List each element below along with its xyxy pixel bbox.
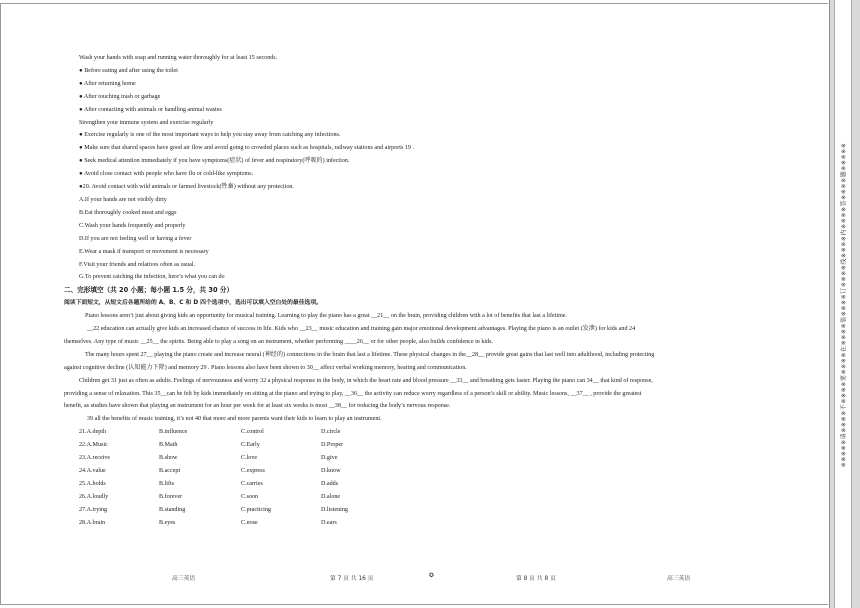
option-a: 23.A.receive: [79, 455, 111, 462]
option-b: B.influence: [159, 429, 188, 436]
answer-option: G.To prevent catching the infection, here’s what you can do: [79, 274, 225, 281]
option-c: C.soon: [241, 493, 259, 500]
option-a: 25.A.holds: [79, 480, 106, 487]
option-b: B.Math: [159, 442, 178, 449]
option-a: 21.A.depth: [79, 429, 107, 436]
binding-notice: ※※※※※请※※※※不※※※※要※※※※在※※※※装※※※※订※※※※线※※※※内※※※※答※※※※题※※※※※: [840, 142, 848, 468]
cloze-line: themselves. Any type of music __25__ the spirits. Being able to play a song on an instrument, whether performing ____26__ or for other people, also builds confidence in kids.: [64, 338, 494, 345]
option-c: C.express: [241, 468, 265, 474]
option-a: 27.A.trying: [79, 506, 108, 513]
passage-line: ● Before eating and after using the toilet: [79, 67, 178, 74]
answer-option: A.If your hands are not visibly dirty: [79, 196, 167, 203]
option-d: D.know: [321, 468, 341, 474]
answer-option: E.Wear a mask if transport or movement is necessary: [79, 248, 209, 255]
passage-line: ● After contacting with animals or handling animal wastes: [79, 106, 222, 113]
option-c: C.Early: [241, 442, 260, 449]
option-d: D.adds: [321, 480, 339, 487]
option-d: D.alone: [321, 493, 341, 500]
cloze-line: benefit, as studies have shown that playing an instrument for an hour per week for at least six weeks is most __38__ for reducing the body’s nervous response.: [64, 403, 451, 410]
center-mark-icon: ✪: [429, 573, 434, 579]
passage-line: ● Seek medical attention immediately if you have symptoms(症状) of fever and respiratory(呼吸的) infection.: [79, 158, 350, 165]
option-a: 26.A.loudly: [79, 493, 109, 500]
cloze-line: The many hours spent 27__ playing the piano create and increase neural (神经的) connections in the brain that last a lifetime. These physical changes in the__28__ provide great gains that last well into adulthood, including protecting: [85, 351, 655, 358]
option-c: C.practicing: [241, 506, 271, 513]
cloze-line: 39 all the benefits of music training, it’s not 40 that more and more parents want their kids to learn to play an instrument.: [87, 416, 382, 423]
cloze-line: providing a sense of relaxation. This 35__can be felt by kids immediately on sitting at the piano and trying to play, __36__ the activity can reduce worry regardless of a person’s skill or ability. Music lessons, __37__ , provide the greatest: [64, 390, 642, 397]
passage-line: Strengthen your immune system and exercise regularly: [79, 119, 214, 126]
passage-line: ● Avoid close contact with people who have flu or cold-like symptoms.: [79, 171, 254, 178]
option-c: C.carries: [241, 480, 263, 487]
option-d: D.circle: [321, 429, 341, 436]
exam-page-content: [64, 52, 801, 530]
option-a: 22.A.Music: [79, 442, 108, 449]
section-heading: 二、完形填空（共 20 小题；每小题 1.5 分，共 30 分）: [64, 286, 234, 295]
footer-subject-right: 高三英语: [667, 576, 691, 582]
option-c: C.nose: [241, 519, 258, 526]
option-b: B.show: [159, 455, 178, 462]
cloze-line: against cognitive decline (认知能力下降) and memory 29 . Piano lessons also have been shown to 30__ affect verbal working memory, hearing and communication.: [64, 364, 467, 371]
option-b: B.forever: [159, 493, 183, 500]
passage-line: ● Exercise regularly is one of the most important ways to help you stay away from catching any infections.: [79, 132, 341, 139]
option-row: [79, 504, 801, 517]
option-a: 24.A.value: [79, 468, 106, 474]
option-row: [79, 517, 801, 530]
option-d: D.Proper: [321, 442, 344, 449]
answer-option: C.Wash your hands frequently and properly: [79, 222, 186, 229]
option-row: [79, 452, 801, 465]
page-border-bottom: [0, 604, 828, 605]
option-row: [79, 439, 801, 452]
option-row: [79, 478, 801, 491]
option-d: D.listening: [321, 506, 348, 513]
cloze-line: __22 education can actually give kids an increased chance of success in life. Kids who __23__ music education and training gain major emotional development advantages. Playing the piano is an outlet (发泄) for kids and 24: [87, 326, 636, 333]
option-d: D.ears: [321, 519, 337, 526]
option-row: [79, 465, 801, 478]
option-c: C.control: [241, 429, 264, 436]
passage-line: ● Make sure that shared spaces have good air flow and avoid going to crowded places such as hospitals, railway stations and airports 19 .: [79, 145, 415, 152]
passage-line: ● After returning home: [79, 80, 136, 87]
option-a: 28.A.brain: [79, 519, 106, 526]
answer-option: D.If you are not feeling well or having a fever: [79, 235, 192, 242]
cloze-line: Piano lessons aren’t just about giving kids an opportunity for musical training. Learning to play the piano has a great __21__ on the brain, providing children with a lot of benefits that last a lifetime.: [85, 313, 568, 320]
footer-page-right: 第 8 页 共 8 页: [516, 576, 556, 582]
passage-line: ●20. Avoid contact with wild animals or farmed livestock(牲畜) without any protection.: [79, 184, 294, 191]
option-row: [79, 426, 801, 439]
option-d: D.give: [321, 455, 338, 462]
option-b: B.accept: [159, 468, 181, 474]
passage-line: ● After touching trash or garbage: [79, 93, 161, 100]
footer-subject-left: 高三英语: [172, 576, 196, 582]
option-b: B.eyes: [159, 519, 176, 526]
options-table: [79, 426, 801, 529]
page-border-left: [0, 3, 1, 605]
answer-option: F.Visit your friends and relatives often as usual.: [79, 261, 196, 268]
passage-line: Wash your hands with soap and running water thoroughly for at least 15 seconds.: [79, 55, 278, 61]
section-instruction: 阅读下面短文，从短文后各题所给的 A、B、C 和 D 四个选项中，选出可以填入空白处的最佳选项。: [64, 300, 322, 307]
page-border-top: [0, 3, 828, 4]
footer-page-left: 第 7 页 共 16 页: [330, 576, 374, 582]
option-c: C.love: [241, 455, 258, 462]
cloze-line: Children get 31 just as often as adults. Feelings of nervousness and worry 32 a physical response in the body, in which the heart rate and blood pressure __33__ and breathing gets faster. Playing the piano can 34__ that kind of response,: [79, 377, 653, 384]
answer-option: B.Eat thoroughly cooked meat and eggs: [79, 209, 177, 216]
option-b: B.lifts: [159, 480, 175, 487]
option-row: [79, 491, 801, 504]
option-b: B.standing: [159, 506, 186, 513]
